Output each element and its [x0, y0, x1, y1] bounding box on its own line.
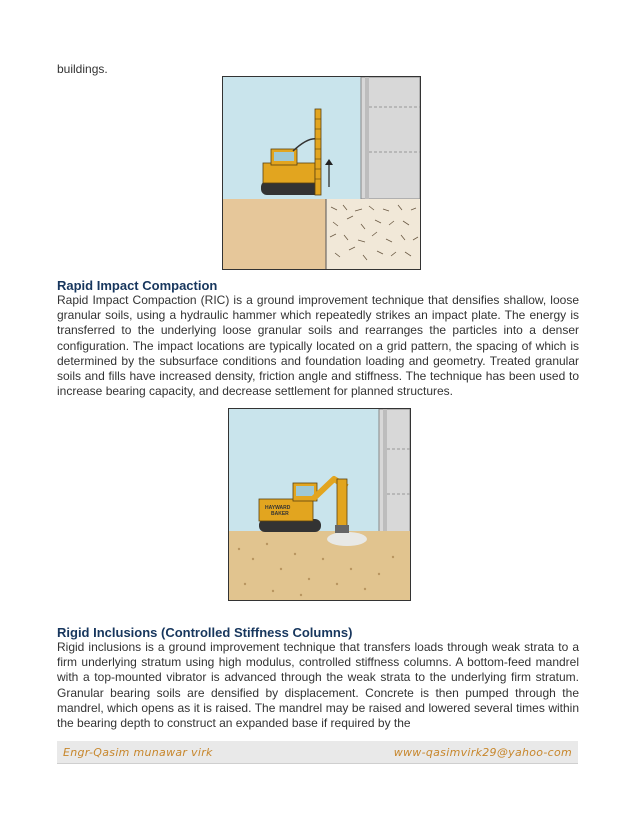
section-body-rigid-inclusions: Rigid inclusions is a ground improvement technique that transfers loads through weak strata to a firm underlying stratum using high modulus, controlled stiffness columns. A bottom-feed mandrel with a top-mounted vibrator is advanced through the weak strata to the underlying firm stratum. Granular bearing soils are densified by displacement. Concrete is then pumped through the mandrel, which opens as it is raised. The mandrel may be raised and lowered several times within the bearing depth to construct an expanded base if required by the	[57, 640, 579, 731]
footer-email: www-qasimvirk29@yahoo-com	[393, 745, 572, 759]
machine-label-line1: HAYWARD	[265, 505, 291, 511]
continued-text: buildings.	[57, 62, 108, 76]
section-heading-rigid-inclusions: Rigid Inclusions (Controlled Stiffness Columns)	[57, 625, 353, 640]
page-footer	[57, 741, 578, 764]
piling-rig-drawing	[223, 77, 420, 269]
section-heading-rapid-impact-compaction: Rapid Impact Compaction	[57, 278, 218, 293]
impact-compaction-drawing	[229, 409, 410, 600]
footer-author: Engr-Qasim munawar virk	[63, 745, 213, 759]
piling-rig-illustration	[222, 76, 421, 270]
machine-label-line2: BAKER	[271, 511, 289, 517]
section-body-rapid-impact-compaction: Rapid Impact Compaction (RIC) is a ground improvement technique that densifies shallow, loose granular soils, using a hydraulic hammer which repeatedly strikes an impact plate. The energy is transferred to the underlying loose granular soils and rearranges the particles into a denser configuration. The impact locations are typically located on a grid pattern, the spacing of which is determined by the subsurface conditions and foundation loading and geometry. Treated granular soils and fills have increased density, friction angle and stiffness. The technique has been used to increase bearing capacity, and decrease settlement for planned structures.	[57, 293, 579, 399]
impact-compaction-illustration	[228, 408, 411, 601]
